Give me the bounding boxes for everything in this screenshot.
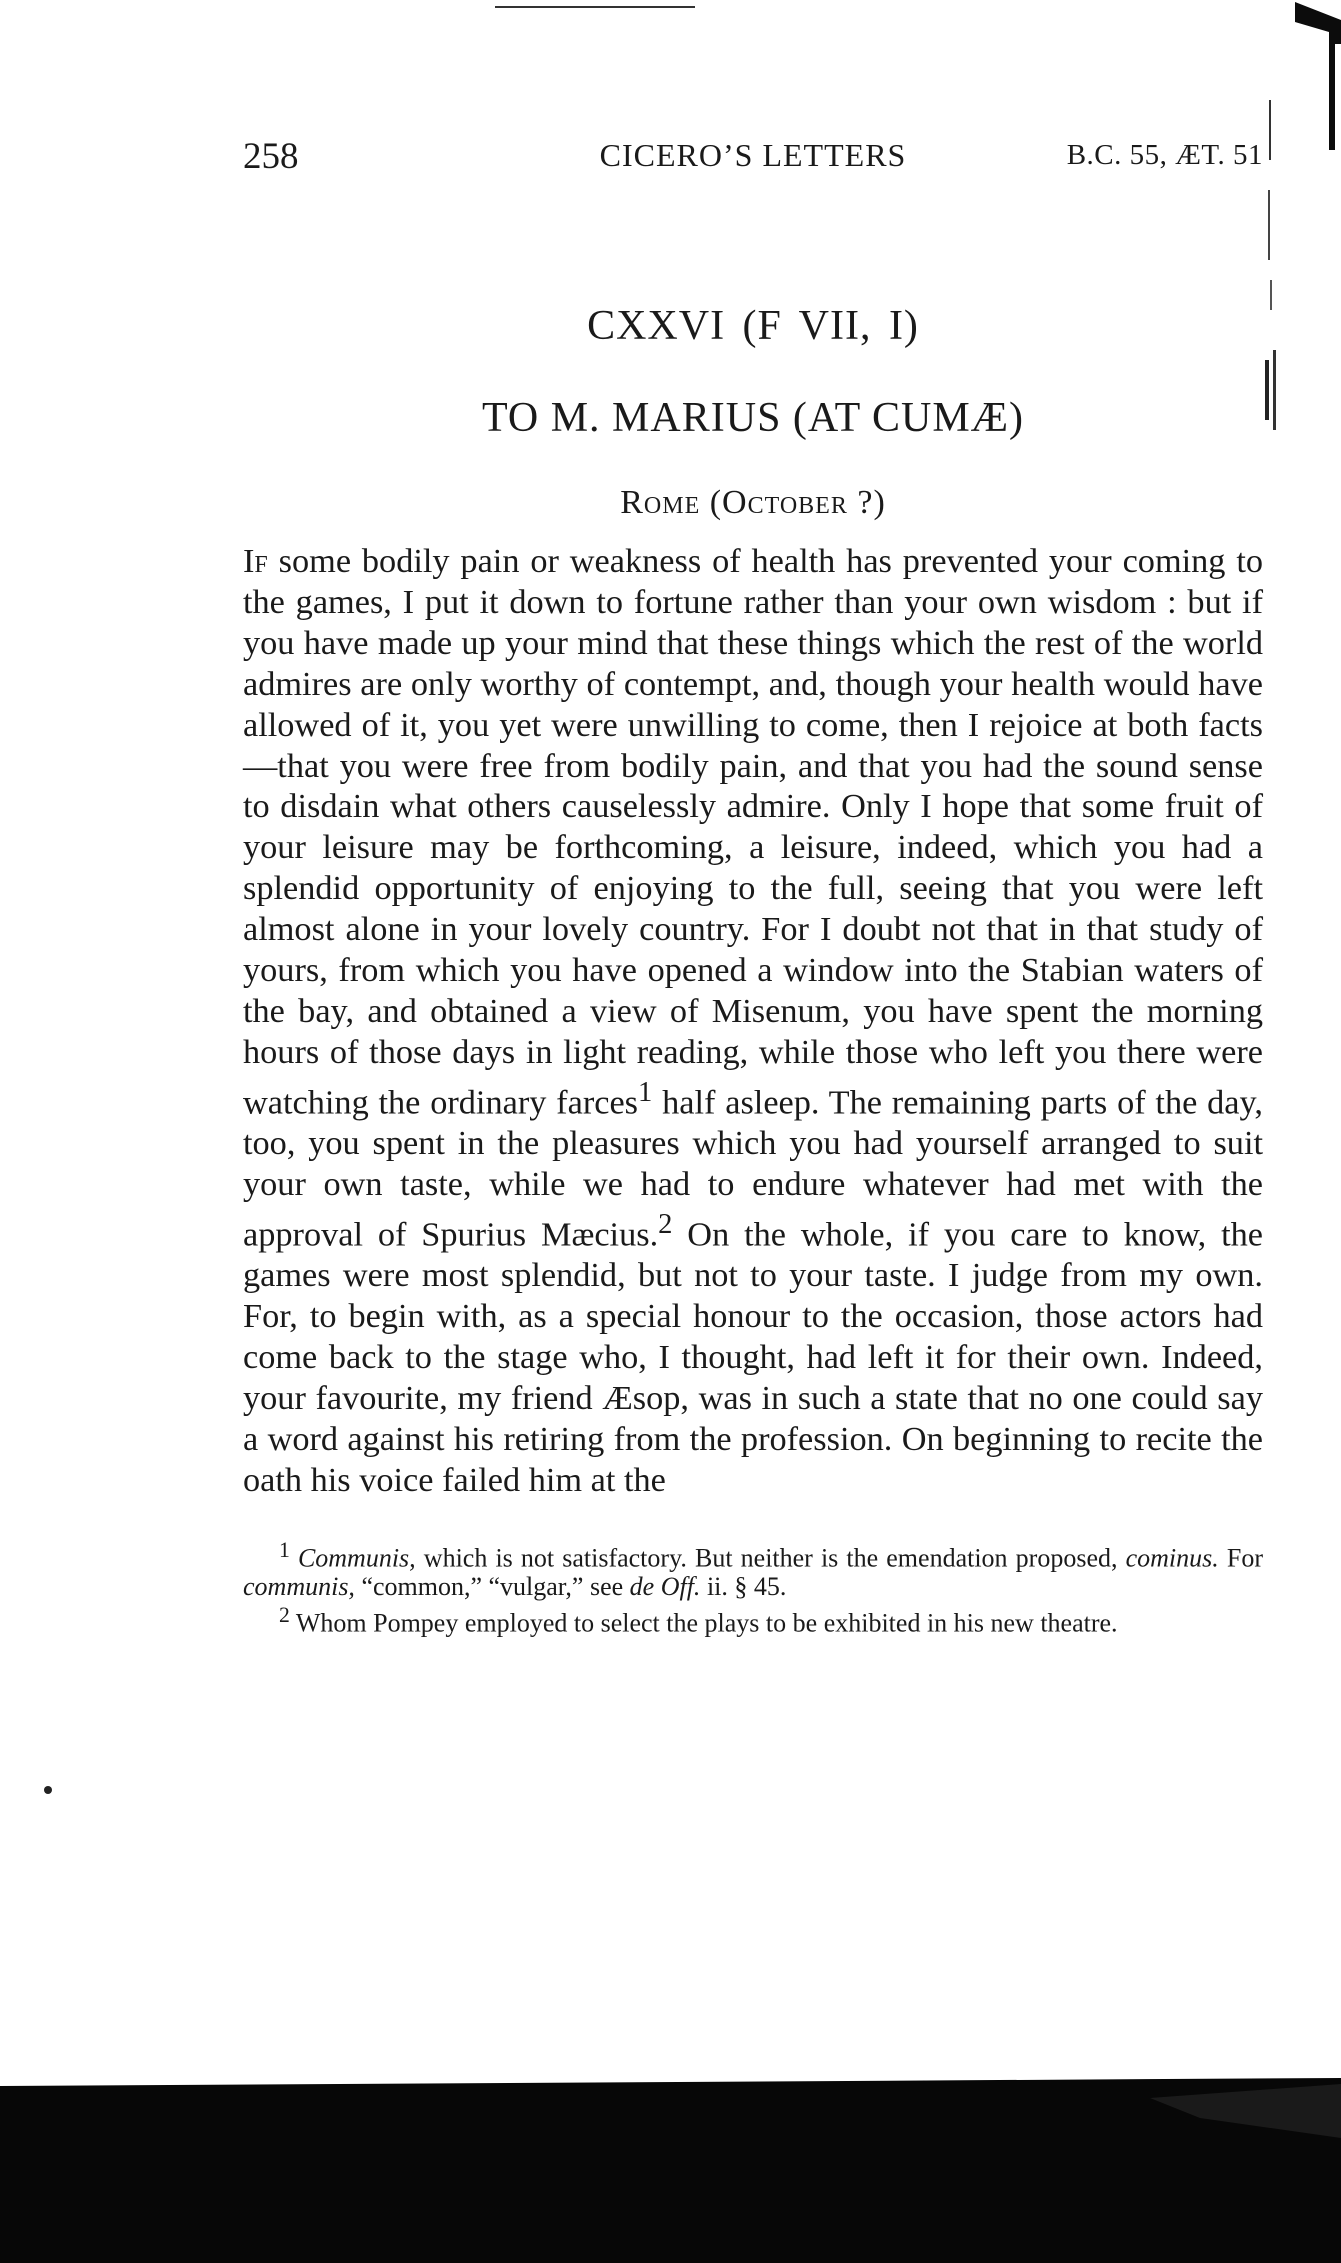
letter-text-part: On the whole, if you care to know, the games were most splendid, but not to your taste. I judge from my own. For, to begin with, as a special honour to the occasion, those actors had come back to the stage who, I thought, had left it for their own. Indeed, your favourite, my friend Æsop, was in such a state that no one could say a word against his retiring from the profession. On beginning to recite the oath his voice failed him at the <box>243 1215 1264 1499</box>
letter-number: CXXVI (F VII, I) <box>587 303 919 349</box>
footnote-reference: 2 <box>658 1208 673 1240</box>
footnotes <box>243 1536 1263 1638</box>
footnote-text: Whom Pompey employed to select the plays to be exhibited in his new theatre. <box>289 1609 1118 1638</box>
opening-word: If <box>243 542 268 580</box>
scan-corner-mark <box>1295 0 1341 150</box>
footnote-term: cominus. <box>1125 1543 1219 1573</box>
footnote-marker: 1 <box>279 1537 290 1562</box>
footnote-text: which is not satisfactory. But neither is the emendation proposed, <box>415 1543 1126 1573</box>
letter-recipient: TO M. MARIUS (AT CUMÆ) <box>481 395 1025 441</box>
letter-text-part: half asleep. The remaining parts of the day, too, you spent in the pleasures which you had yourself arranged to suit your own taste, while we had to endure whatever had met with the approval of Spurius Mæcius. <box>243 1083 1263 1254</box>
running-head <box>243 135 1263 185</box>
letter-body <box>243 541 1263 1501</box>
footnote-marker: 2 <box>279 1603 290 1628</box>
letter-place-date: Rome (October ?) <box>620 484 886 521</box>
footnote <box>243 1601 1263 1638</box>
running-title: CICERO’S LETTERS <box>599 137 907 173</box>
footnote-text: ii. § 45. <box>700 1572 787 1602</box>
running-date: B.C. 55, ÆT. 51 <box>1066 139 1263 171</box>
scan-bottom-shadow <box>0 2078 1341 2263</box>
footnote-reference: 1 <box>638 1076 653 1108</box>
footnote-term: communis, <box>243 1572 355 1602</box>
page-number: 258 <box>243 136 299 177</box>
top-rule <box>495 6 695 8</box>
footnote-term: Communis, <box>297 1543 416 1573</box>
scan-speck <box>44 1786 52 1794</box>
footnote-text: For <box>1218 1543 1263 1573</box>
footnote-text: “common,” “vulgar,” see <box>354 1572 630 1602</box>
letter-text-part: some bodily pain or weakness of health has prevented your coming to the games, I put it down to fortune rather than your own wisdom : but if you have made up your mind that these things which the rest of the world admires are only worthy of contempt, and, though your health would have allowed of it, you yet were unwilling to come, then I rejoice at both facts—that you were free from bodily pain, and that you had the sound sense to disdain what others causelessly admire. Only I hope that some fruit of your leisure may be forthcoming, a leisure, indeed, which you had a splendid opportunity of enjoying to the full, seeing that you were left almost alone in your lovely country. For I doubt not that in that study of yours, from which you have opened a window into the Stabian waters of the bay, and obtained a view of Misenum, you have spent the morning hours of those days in light reading, while those who left you there were watching the ordinary farces <box>243 542 1263 1122</box>
book-page <box>243 135 1263 1638</box>
footnote-citation: de Off. <box>629 1572 701 1602</box>
footnote <box>243 1536 1263 1602</box>
